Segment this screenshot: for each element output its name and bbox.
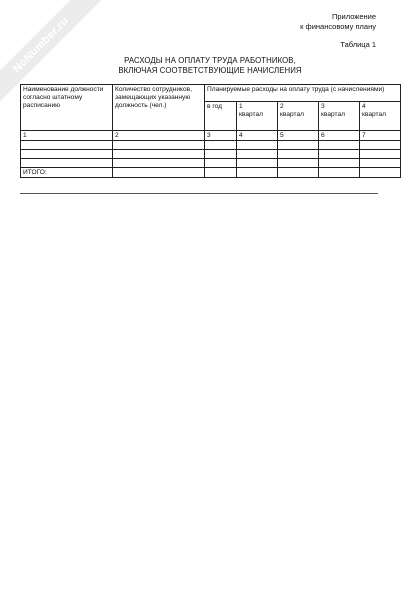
table-cell bbox=[205, 168, 237, 178]
column-number-row bbox=[21, 131, 401, 141]
subheader-year: в год bbox=[205, 102, 237, 131]
subheader-q1-num: 1 bbox=[239, 103, 243, 110]
table-cell bbox=[205, 150, 237, 159]
table-cell bbox=[360, 159, 401, 168]
column-number: 6 bbox=[319, 131, 360, 141]
table-label: Таблица 1 bbox=[340, 40, 376, 49]
table-cell bbox=[21, 141, 113, 150]
table-cell bbox=[21, 159, 113, 168]
table-cell bbox=[237, 168, 278, 178]
column-number: 3 bbox=[205, 131, 237, 141]
table-cell bbox=[360, 150, 401, 159]
table-cell bbox=[237, 141, 278, 150]
table-cell bbox=[319, 159, 360, 168]
subheader-q1-word: квартал bbox=[239, 110, 263, 118]
table-cell bbox=[237, 159, 278, 168]
table-cell bbox=[278, 150, 319, 159]
document-title bbox=[0, 56, 420, 75]
table-cell bbox=[319, 150, 360, 159]
title-line-1: РАСХОДЫ НА ОПЛАТУ ТРУДА РАБОТНИКОВ, bbox=[124, 56, 296, 65]
appendix-line-2: к финансовому плану bbox=[300, 21, 376, 31]
expenses-table bbox=[20, 84, 401, 178]
column-number: 4 bbox=[237, 131, 278, 141]
header-position: Наименование должности согласно штатному расписанию bbox=[21, 85, 113, 131]
table-cell bbox=[21, 150, 113, 159]
table-cell bbox=[113, 168, 205, 178]
table-cell bbox=[360, 168, 401, 178]
subheader-q3 bbox=[319, 102, 360, 131]
column-number: 5 bbox=[278, 131, 319, 141]
table-cell bbox=[113, 159, 205, 168]
subheader-q4 bbox=[360, 102, 401, 131]
header-planned-expenses: Планируемые расходы на оплату труда (с начислениями) bbox=[205, 85, 401, 102]
table-cell bbox=[360, 141, 401, 150]
table-cell bbox=[278, 168, 319, 178]
table-cell bbox=[205, 159, 237, 168]
subheader-q2-num: 2 bbox=[280, 103, 284, 110]
subheader-q3-word: квартал bbox=[321, 110, 345, 118]
watermark: NoNumber.ru bbox=[0, 0, 102, 106]
table-row bbox=[21, 141, 401, 150]
subheader-q2 bbox=[278, 102, 319, 131]
title-line-2: ВКЛЮЧАЯ СООТВЕТСТВУЮЩИЕ НАЧИСЛЕНИЯ bbox=[118, 65, 302, 75]
table-cell bbox=[205, 141, 237, 150]
column-number: 7 bbox=[360, 131, 401, 141]
header-row bbox=[21, 85, 401, 102]
column-number: 2 bbox=[113, 131, 205, 141]
table-cell bbox=[113, 141, 205, 150]
header-staff-count: Количество сотрудников, замещающих указанную должность (чел.) bbox=[113, 85, 205, 131]
total-row bbox=[21, 168, 401, 178]
horizontal-rule bbox=[20, 193, 378, 194]
appendix-note bbox=[300, 12, 376, 31]
total-label: ИТОГО: bbox=[21, 168, 113, 178]
subheader-q2-word: квартал bbox=[280, 110, 304, 118]
appendix-line-1: Приложение bbox=[332, 12, 376, 21]
table-cell bbox=[319, 141, 360, 150]
table-cell bbox=[278, 159, 319, 168]
subheader-q3-num: 3 bbox=[321, 103, 325, 110]
subheader-q1 bbox=[237, 102, 278, 131]
table-cell bbox=[113, 150, 205, 159]
subheader-q4-word: квартал bbox=[362, 110, 386, 118]
table-row bbox=[21, 150, 401, 159]
column-number: 1 bbox=[21, 131, 113, 141]
subheader-q4-num: 4 bbox=[362, 103, 366, 110]
table-cell bbox=[319, 168, 360, 178]
table-cell bbox=[278, 141, 319, 150]
table-row bbox=[21, 159, 401, 168]
table-cell bbox=[237, 150, 278, 159]
